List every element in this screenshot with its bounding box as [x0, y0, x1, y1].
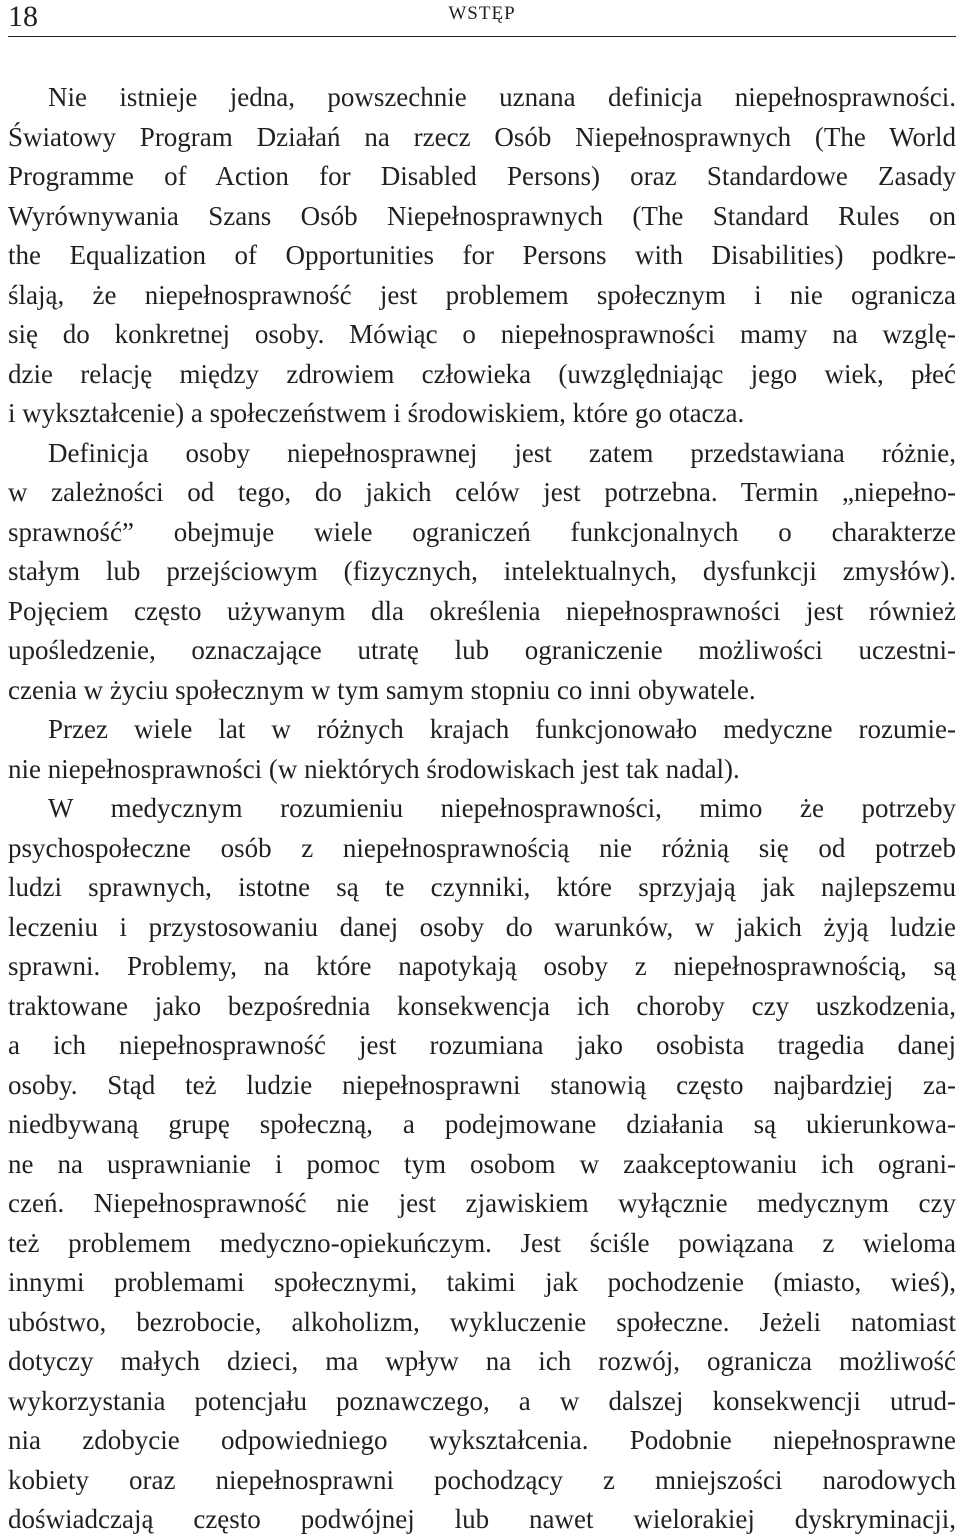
text-line: a ich niepełnosprawność jest rozumiana jako osobista tragedia danej	[8, 1030, 956, 1060]
text-line: Przez wiele lat w różnych krajach funkcjonowało medyczne rozumie-	[48, 714, 956, 744]
text-line: leczeniu i przystosowaniu danej osoby do warunków, w jakich żyją ludzie	[8, 911, 956, 942]
section-title: WSTĘP	[448, 3, 516, 24]
text-line: Światowy Program Działań na rzecz Osób Niepełnosprawnych (The World	[8, 121, 956, 152]
text-line: sprawność” obejmuje wiele ograniczeń funkcjonalnych o charakterze	[8, 516, 956, 547]
text-line: Nie istnieje jedna, powszechnie uznana definicja niepełnosprawności.	[48, 82, 956, 112]
text-line: doświadczają często podwójnej lub nawet wielorakiej dyskryminacji,	[8, 1504, 956, 1534]
text-line: ne na usprawnianie i pomoc tym osobom w zaakceptowaniu ich ograni-	[8, 1148, 956, 1179]
text-line: ślają, że niepełnosprawność jest problemem społecznym i nie ogranicza	[8, 279, 956, 310]
text-line: psychospołeczne osób z niepełnosprawnością nie różnią się od potrzeb	[8, 832, 956, 863]
text-line: Definicja osoby niepełnosprawnej jest zatem przedstawiana różnie,	[48, 437, 956, 468]
running-header	[8, 0, 956, 37]
body-text	[8, 78, 956, 1540]
text-line: w zależności od tego, do jakich celów jest potrzebna. Termin „niepełno-	[8, 477, 956, 507]
text-line: ludzi sprawnych, istotne są te czynniki, które sprzyjają jak najlepszemu	[8, 872, 956, 902]
text-line: wykorzystania potencjału poznawczego, a w dalszej konsekwencji utrud-	[8, 1385, 956, 1416]
text-line: upośledzenie, oznaczające utratę lub ograniczenie możliwości uczestni-	[8, 635, 956, 665]
text-line: nie niepełnosprawności (w niektórych środowiskach jest tak nadal).	[8, 753, 740, 784]
text-line: stałym lub przejściowym (fizycznych, intelektualnych, dysfunkcji zmysłów).	[8, 556, 956, 586]
text-line: czenia w życiu społecznym w tym samym stopniu co inni obywatele.	[8, 674, 756, 705]
text-line: sprawni. Problemy, na które napotykają osoby z niepełnosprawnością, są	[8, 951, 956, 981]
text-line: nia zdobycie odpowiedniego wykształcenia. Podobnie niepełnosprawne	[8, 1425, 956, 1455]
page-number: 18	[8, 0, 38, 33]
text-line: niedbywaną grupę społeczną, a podejmowane działania są ukierunkowa-	[8, 1109, 956, 1139]
text-line: się do konkretnej osoby. Mówiąc o niepełnosprawności mamy na wzglę-	[8, 319, 956, 349]
text-line: osoby. Stąd też ludzie niepełnosprawni stanowią często najbardziej za-	[8, 1069, 956, 1100]
text-line: dzie relację między zdrowiem człowieka (uwzględniając jego wiek, płeć	[8, 358, 956, 389]
text-line: W medycznym rozumieniu niepełnosprawności, mimo że potrzeby	[48, 793, 956, 823]
text-line: i wykształcenie) a społeczeństwem i środowiskiem, które go otacza.	[8, 398, 745, 428]
text-line: Wyrównywania Szans Osób Niepełnosprawnych (The Standard Rules on	[8, 200, 956, 231]
text-line: czeń. Niepełnosprawność nie jest zjawiskiem wyłącznie medycznym czy	[8, 1188, 956, 1218]
text-line: traktowane jako bezpośrednia konsekwencja ich choroby czy uszkodzenia,	[8, 990, 956, 1021]
text-line: innymi problemami społecznymi, takimi jak pochodzenie (miasto, wieś),	[8, 1267, 956, 1297]
text-line: dotyczy małych dzieci, ma wpływ na ich rozwój, ogranicza możliwość	[8, 1346, 956, 1376]
text-line: Pojęciem często używanym dla określenia niepełnosprawności jest również	[8, 595, 956, 626]
text-line: kobiety oraz niepełnosprawni pochodzący z mniejszości narodowych	[8, 1464, 956, 1495]
text-line: Programme of Action for Disabled Persons) oraz Standardowe Zasady	[8, 161, 956, 191]
text-line: też problemem medyczno-opiekuńczym. Jest ściśle powiązana z wieloma	[8, 1227, 956, 1258]
text-line: the Equalization of Opportunities for Persons with Disabilities) podkre-	[8, 240, 956, 270]
text-line: ubóstwo, bezrobocie, alkoholizm, wykluczenie społeczne. Jeżeli natomiast	[8, 1306, 956, 1337]
